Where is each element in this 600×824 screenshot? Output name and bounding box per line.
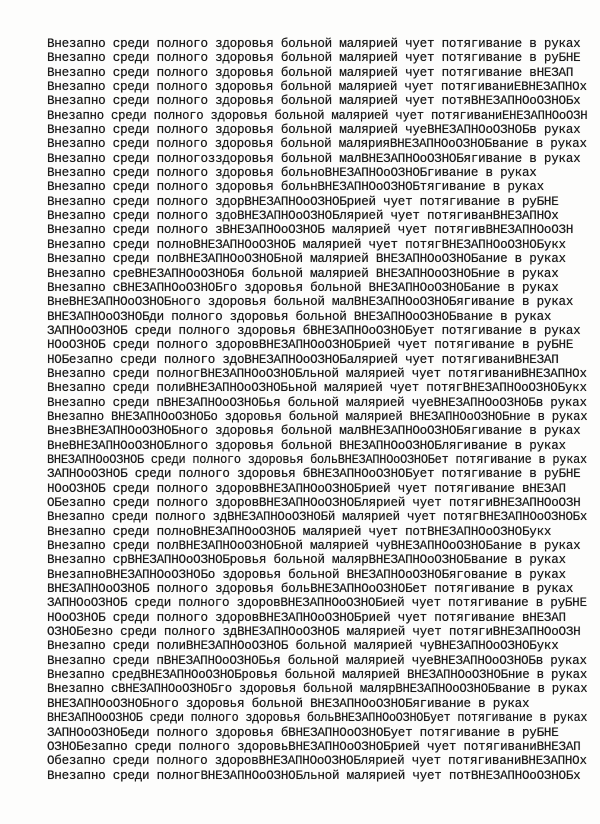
- text-line: Внезапно среди полногВНЕЗАПНОоОЗНОБльной малярией чует потягиваниВНЕЗАПНОх: [47, 366, 587, 381]
- text-line: Внезапно среди полноВНЕЗАПНОоОЗНОБ малярией чует потягВНЕЗАПНОоОЗНОБукх: [47, 237, 566, 252]
- text-line: Внезапно среди полного здоВНЕЗАПНОоОЗНОБлярией чует потягиванВНЕЗАПНОх: [47, 209, 559, 224]
- text-line: Внезапно среди полного здоровья больной малярией чуеВНЕЗАПНОоОЗНОБв руках: [47, 123, 581, 138]
- text-line: Внезапно ВНЕЗАПНОоОЗНОБо здоровья больной малярией ВНЕЗАПНОоОЗНОБние в руках: [47, 409, 588, 424]
- text-line: ВНЕЗАПНОоОЗНОБ полного здоровья больВНЕЗАПНОоОЗНОБет потягивание в руках: [47, 582, 574, 597]
- text-line: ВНЕЗАПНОоОЗНОБного здоровья больной ВНЕЗАПНОоОЗНОБягивание в руках: [47, 696, 530, 711]
- text-line: Внезапно среди полного здоровья больной малярией чует потягивание в руБНЕ: [47, 51, 581, 66]
- text-line: Внезапно среди пВНЕЗАПНОоОЗНОБья больной малярией чуеВНЕЗАПНОоОЗНОБв руках: [47, 395, 587, 410]
- text-line: ЗАПНОоОЗНОБ среди полного здоровья бВНЕЗАПНОоОЗНОБует потягивание в руБНЕ: [47, 467, 581, 482]
- text-line: Внезапно среди полного здоровья больной малярией чует потяВНЕЗАПНОоОЗНОБх: [47, 94, 581, 109]
- text-line: Внезапно средВНЕЗАПНОоОЗНОБровья больной малярией ВНЕЗАПНОоОЗНОБние в руках: [47, 668, 588, 683]
- text-line: Внезапно среди полВНЕЗАПНОоОЗНОБной малярией ВНЕЗАПНОоОЗНОБание в руках: [47, 252, 566, 267]
- text-line: Внезапно сВНЕЗАПНОоОЗНОБго здоровья больной малярВНЕЗАПНОоОЗНОБвание в руках: [47, 682, 588, 697]
- text-line: ВнезапноВНЕЗАПНОоОЗНОБо здоровья больной ВНЕЗАПНОоОЗНОБягование в руках: [47, 567, 566, 582]
- text-line: ВнеВНЕЗАПНОоОЗНОБлного здоровья больной ВНЕЗАПНОоОЗНОБлягивание в руках: [47, 438, 566, 453]
- text-line: ВНЕЗАПНОоОЗНОБ среди полного здоровья больВНЕЗАПНОоОЗНОБует потягивание в руках: [47, 711, 588, 726]
- text-line: Внезапно среди полного зВНЕЗАПНОоОЗНОБ малярией чует потягивВНЕЗАПНОоОЗН: [47, 223, 574, 238]
- text-line: Внезапно среди полВНЕЗАПНОоОЗНОБной малярией чуВНЕЗАПНОоОЗНОБание в руках: [47, 539, 581, 554]
- text-line: НОБезапно среди полного здоВНЕЗАПНОоОЗНОБалярией чует потягиваниВНЕЗАП: [47, 352, 559, 367]
- text-line: ВнезВНЕЗАПНОоОЗНОБного здоровья больной малВНЕЗАПНОоОЗНОБягивание в руках: [47, 424, 581, 439]
- text-line: ЗАПНОоОЗНОБ среди полного здоровВНЕЗАПНОоОЗНОБией чует потягивание в руБНЕ: [47, 596, 587, 611]
- text-line: Внезапно среди полного здоровья больнВНЕЗАПНОоОЗНОБтягивание в руках: [47, 180, 544, 195]
- text-line: Внезапно среди полного здоровья больноВНЕЗАПНОоОЗНОБгивание в руках: [47, 166, 537, 181]
- text-line: Внезапно среВНЕЗАПНОоОЗНОБя больной малярией ВНЕЗАПНОоОЗНОБние в руках: [47, 266, 559, 281]
- text-line: ЗАПНОоОЗНОБ среди полного здоровья бВНЕЗАПНОоОЗНОБует потягивание в руках: [47, 323, 581, 338]
- text-line: ВНЕЗАПНОоОЗНОБди полного здоровья больной ВНЕЗАПНОоОЗНОБвание в руках: [47, 309, 552, 324]
- text-line: Внезапно среди полного здоровья больной малярией чует потягиваниЕВНЕЗАПНОх: [47, 80, 587, 95]
- text-line: Внезапно среди полного здоровья больной малярияВНЕЗАПНОоОЗНОБвание в руках: [47, 137, 587, 152]
- text-line: ВНЕЗАПНОоОЗНОБ среди полного здоровья больВНЕЗАПНОоОЗНОБет потягивание в руках: [47, 452, 587, 467]
- text-line: Внезапно среди полиВНЕЗАПНОоОЗНОБьной малярией чует потягВНЕЗАПНОоОЗНОБукх: [47, 381, 587, 396]
- text-line: НОоОЗНОБ среди полного здоровВНЕЗАПНОоОЗНОБрией чует потягивание вНЕЗАП: [47, 610, 566, 625]
- text-line: НОоОЗНОБ среди полного здоровВНЕЗАПНОоОЗНОБрией чует потягивание вНЕЗАП: [47, 481, 566, 496]
- text-line: Внезапно среди полногВНЕЗАПНОоОЗНОБльной малярией чует потВНЕЗАПНОоОЗНОБх: [47, 768, 581, 783]
- text-line: Внезапно среди полногозздоровья больной малВНЕЗАПНОоОЗНОБягивание в руках: [47, 151, 581, 166]
- text-line: ОБезапно среди полного здоровВНЕЗАПНОоОЗНОБлярией чует потягиВНЕЗАПНОоОЗН: [47, 496, 581, 510]
- text-line: Внезапно среди полного здВНЕЗАПНОоОЗНОБй малярией чует потягВНЕЗАПНОоОЗНОБх: [47, 510, 588, 525]
- text-line: Внезапно среди полного здоровья больной малярией чует потягиваниЕНЕЗАПНОоОЗН: [47, 108, 588, 123]
- text-line: НОоОЗНОБ среди полного здоровВНЕЗАПНОоОЗНОБрией чует потягивание в руБНЕ: [47, 338, 574, 353]
- text-line: Внезапно среди полного здорВНЕЗАПНОоОЗНОБрией чует потягивание в руБНЕ: [47, 194, 559, 209]
- text-line: ОЗНОБезапно среди полного здоровьВНЕЗАПНОоОЗНОБрией чует потягиваниВНЕЗАП: [47, 739, 581, 754]
- text-line: Внезапно среди полного здоровья больной малярией чует потягивание вНЕЗАП: [47, 65, 574, 80]
- text-line: ОЗНОБезно среди полного здВНЕЗАПНОоОЗНОБ малярией чует потягиВНЕЗАПНОоОЗН: [47, 625, 581, 640]
- text-line: Внезапно срВНЕЗАПНОоОЗНОБровья больной малярВНЕЗАПНОоОЗНОБвание в руках: [47, 553, 566, 568]
- typewritten-text-block: [47, 37, 587, 783]
- text-line: Внезапно среди полиВНЕЗАПНОоОЗНОБ больной малярией чуВНЕЗАПНОоОЗНОБукх: [47, 639, 559, 654]
- text-line: Внезапно среди полного здоровья больной малярией чует потягивание в руках: [47, 37, 581, 51]
- text-line: ЗАПНОоОЗНОБеди полного здоровья бВНЕЗАПНОоОЗНОБует потягивание в руБНЕ: [47, 725, 559, 740]
- text-line: ВнеВНЕЗАПНОоОЗНОБного здоровья больной малВНЕЗАПНОоОЗНОБягивание в руках: [47, 295, 574, 310]
- text-line: Обезапно среди полного здоровВНЕЗАПНОоОЗНОБлярией чует потягиваниВНЕЗАПНОх: [47, 754, 587, 769]
- text-line: Внезапно среди полноВНЕЗАПНОоОЗНОБ малярией чует потВНЕЗАПНОоОЗНОБукх: [47, 524, 552, 539]
- text-line: Внезапно среди пВНЕЗАПНОоОЗНОБья больной малярией чуеВНЕЗАПНОоОЗНОБв руках: [47, 653, 587, 668]
- text-line: Внезапно сВНЕЗАПНОоОЗНОБго здоровья больной ВНЕЗАПНОоОЗНОБание в руках: [47, 280, 559, 295]
